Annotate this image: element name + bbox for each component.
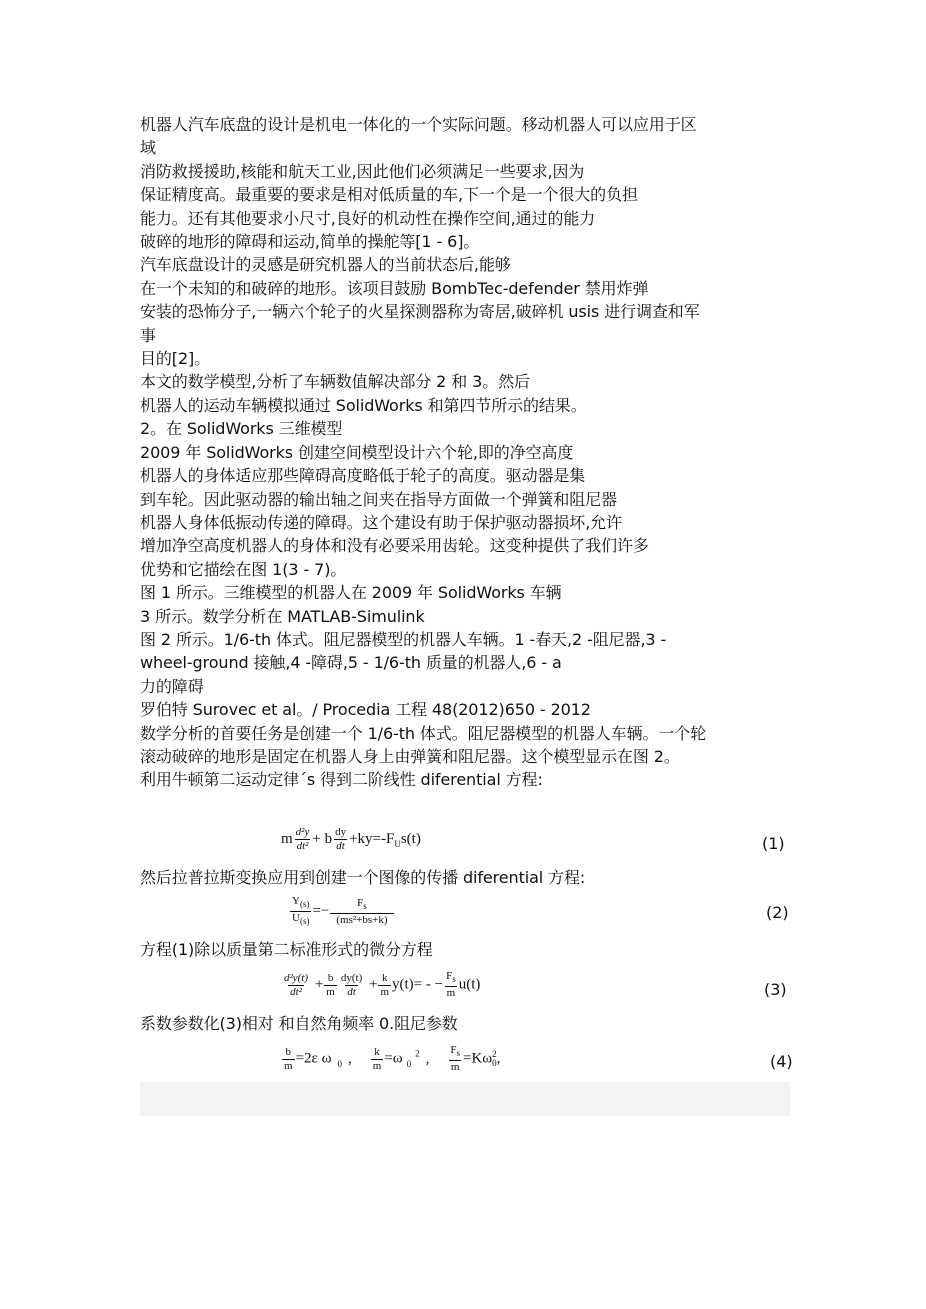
eq2-den2: (ms²+bs+k) [330, 913, 393, 927]
eq3-plus1: + [314, 976, 324, 993]
eq1-num2: dy [335, 826, 347, 838]
eq-number-1: (1) [762, 834, 785, 853]
eq4-sq3: 2 [492, 1049, 497, 1060]
text-line: 机器人身体低振动传递的障碍。这个建设有助于保护驱动器损坏,允许 [140, 512, 622, 532]
page-footer-band [140, 1082, 790, 1116]
eq4-sq: 2 [415, 1048, 420, 1059]
eq3-ut: u(t) [458, 976, 481, 993]
eq4-z2: 0 [406, 1058, 412, 1069]
eq4-den3: m [450, 1061, 460, 1074]
eq4-den1: m [284, 1059, 293, 1072]
eq4-frac-2 [371, 1046, 384, 1073]
eq2-eq: =− [312, 903, 330, 920]
eq2-Y: Y [292, 895, 300, 907]
text-line: 方程(1)除以质量第二标准形式的微分方程 [140, 940, 433, 959]
text-line: 利用牛顿第二运动定律´s 得到二阶线性 diferential 方程: [140, 770, 543, 790]
eq4-p3: =Kω [463, 1050, 493, 1067]
text-line: 系数参数化(3)相对 和自然角频率 0.阻尼参数 [140, 1014, 458, 1033]
text-line: 然后拉普拉斯变换应用到创建一个图像的传播 diferential 方程: [140, 868, 586, 887]
eq2-num [290, 895, 311, 911]
text-line: 数学分析的首要任务是创建一个 1/6-th 体式。阻尼器模型的机器人车辆。一个轮 [140, 723, 707, 743]
text-line: 能力。还有其他要求小尺寸,良好的机动性在操作空间,通过的能力 [140, 208, 596, 228]
eq2-num2 [355, 897, 369, 913]
eq1-sub: U [394, 838, 401, 849]
text-line: 滚动破碎的地形是固定在机器人身上由弹簧和阻尼器。这个模型显示在图 2。 [140, 746, 680, 766]
eq1-num: d²y [295, 826, 310, 838]
text-line: 2009 年 SolidWorks 创建空间模型设计六个轮,即的净空高度 [140, 442, 574, 462]
eq1-m: m [281, 830, 293, 847]
eq1-frac-d2y [294, 826, 312, 853]
text-line: 机器人的运动车辆模拟通过 SolidWorks 和第四节所示的结果。 [140, 395, 587, 415]
figure-caption: 图 2 所示。1/6-th 体式。阻尼器模型的机器人车辆。1 -春天,2 -阻尼器,3 - [140, 629, 667, 649]
text-line: 在一个未知的和破碎的地形。该项目鼓励 BombTec-defender 禁用炸弹 [140, 278, 649, 298]
eq-number-3: (3) [764, 980, 787, 999]
eq-number-4: (4) [770, 1052, 793, 1071]
eq1-den2: dt [336, 840, 345, 852]
eq4-F-sub: s [456, 1048, 460, 1059]
eq2-den [290, 911, 311, 928]
eq2-F: F [357, 896, 364, 909]
eq4-c3: , [496, 1050, 501, 1067]
equation-1 [281, 826, 421, 853]
text-line: 安装的恐怖分子,一辆六个轮子的火星探测器称为寄居,破碎机 usis 进行调查和军 [140, 302, 700, 322]
section-heading: 3 所示。数学分析在 MATLAB-Simulink [140, 606, 425, 626]
eq2-F-sub: s [363, 900, 367, 911]
eq1-frac-dy [333, 826, 348, 853]
eq4-p1: =2ε ω [295, 1050, 332, 1067]
eq2-frac-rhs [330, 897, 393, 927]
text-line: 消防救援援助,核能和航天工业,因此他们必须满足一些要求,因为 [140, 161, 585, 181]
eq4-frac-1 [282, 1046, 295, 1073]
eq4-z1: 0 [337, 1058, 342, 1069]
eq3-num3: dy(t) [340, 971, 363, 984]
eq4-F: F [450, 1044, 457, 1056]
figure-caption: 力的障碍 [140, 676, 204, 696]
body-text [140, 113, 790, 792]
text-line: 保证精度高。最重要的要求是相对低质量的车,下一个是一个很大的负担 [140, 185, 638, 205]
eq4-num3 [448, 1044, 462, 1060]
eq2-U-sub: (s) [299, 916, 310, 927]
eq4-num2: k [374, 1045, 380, 1058]
eq2-U: U [292, 912, 300, 925]
text-line: 机器人的身体适应那些障碍高度略低于轮子的高度。驱动器是集 [140, 466, 586, 486]
text-line: 目的[2]。 [140, 349, 211, 369]
eq3-frac-5 [444, 970, 458, 1000]
eq3-F: F [446, 970, 453, 982]
eq3-num5 [444, 970, 458, 986]
eq1-tail: s(t) [400, 830, 421, 847]
figure-caption: wheel-ground 接触,4 -障碍,5 - 1/6-th 质量的机器人,6 - a [140, 653, 562, 673]
eq3-den5: m [446, 987, 456, 1000]
text-line: 域 [140, 138, 156, 158]
eq3-den2: m [326, 985, 335, 998]
eq2-frac-lhs [290, 895, 311, 928]
eq4-c1: , [347, 1050, 352, 1067]
eq2-Y-sub: (s) [299, 899, 310, 910]
text-line: 事 [140, 325, 156, 345]
text-line: 汽车底盘设计的灵感是研究机器人的当前状态后,能够 [140, 255, 511, 275]
eq1-den: dt² [296, 840, 309, 852]
equation-4 [281, 1044, 500, 1074]
running-header: 罗伯特 Surovec et al。/ Procedia 工程 48(2012)650 - 2012 [140, 700, 591, 720]
equation-3 [281, 970, 480, 1000]
eq3-frac-3 [339, 972, 364, 999]
eq3-plus2: + [368, 976, 378, 993]
eq3-den3: dt [347, 985, 356, 998]
eq3-frac-1 [282, 972, 310, 999]
text-line: 到车轮。因此驱动器的输出轴之间夹在指导方面做一个弹簧和阻尼器 [140, 489, 618, 509]
eq3-yt: y(t)= - − [392, 976, 444, 993]
eq1-rest: +ky=-F [349, 830, 395, 847]
eq3-num2: b [327, 971, 334, 984]
eq4-frac-3 [448, 1044, 462, 1074]
text-line: 优势和它描绘在图 1(3 - 7)。 [140, 559, 347, 579]
equation-2 [289, 895, 395, 928]
eq3-F-sub: s [452, 974, 456, 985]
eq3-frac-2 [324, 972, 337, 999]
text-line: 本文的数学模型,分析了车辆数值解决部分 2 和 3。然后 [140, 372, 530, 392]
eq3-num4: k [381, 971, 388, 984]
text-line: 机器人汽车底盘的设计是机电一体化的一个实际问题。移动机器人可以应用于区 [140, 115, 697, 134]
eq3-num1: d²y(t) [284, 971, 309, 984]
figure-caption: 图 1 所示。三维模型的机器人在 2009 年 SolidWorks 车辆 [140, 583, 562, 603]
eq4-den2: m [372, 1059, 382, 1072]
eq3-den1: dt² [290, 985, 302, 998]
eq4-z3: 0 [492, 1058, 497, 1069]
section-heading: 2。在 SolidWorks 三维模型 [140, 419, 343, 439]
eq4-p2: =ω [384, 1050, 403, 1067]
text-line: 增加净空高度机器人的身体和没有必要采用齿轮。这变种提供了我们许多 [140, 536, 649, 556]
text-line: 破碎的地形的障碍和运动,简单的操舵等[1 - 6]。 [140, 232, 480, 252]
eq3-frac-4 [378, 972, 391, 999]
eq1-b: + b [312, 830, 333, 847]
eq4-num1: b [285, 1045, 292, 1058]
eq3-den4: m [380, 985, 390, 998]
eq-number-2: (2) [766, 903, 789, 922]
eq4-c2: , [425, 1050, 430, 1067]
